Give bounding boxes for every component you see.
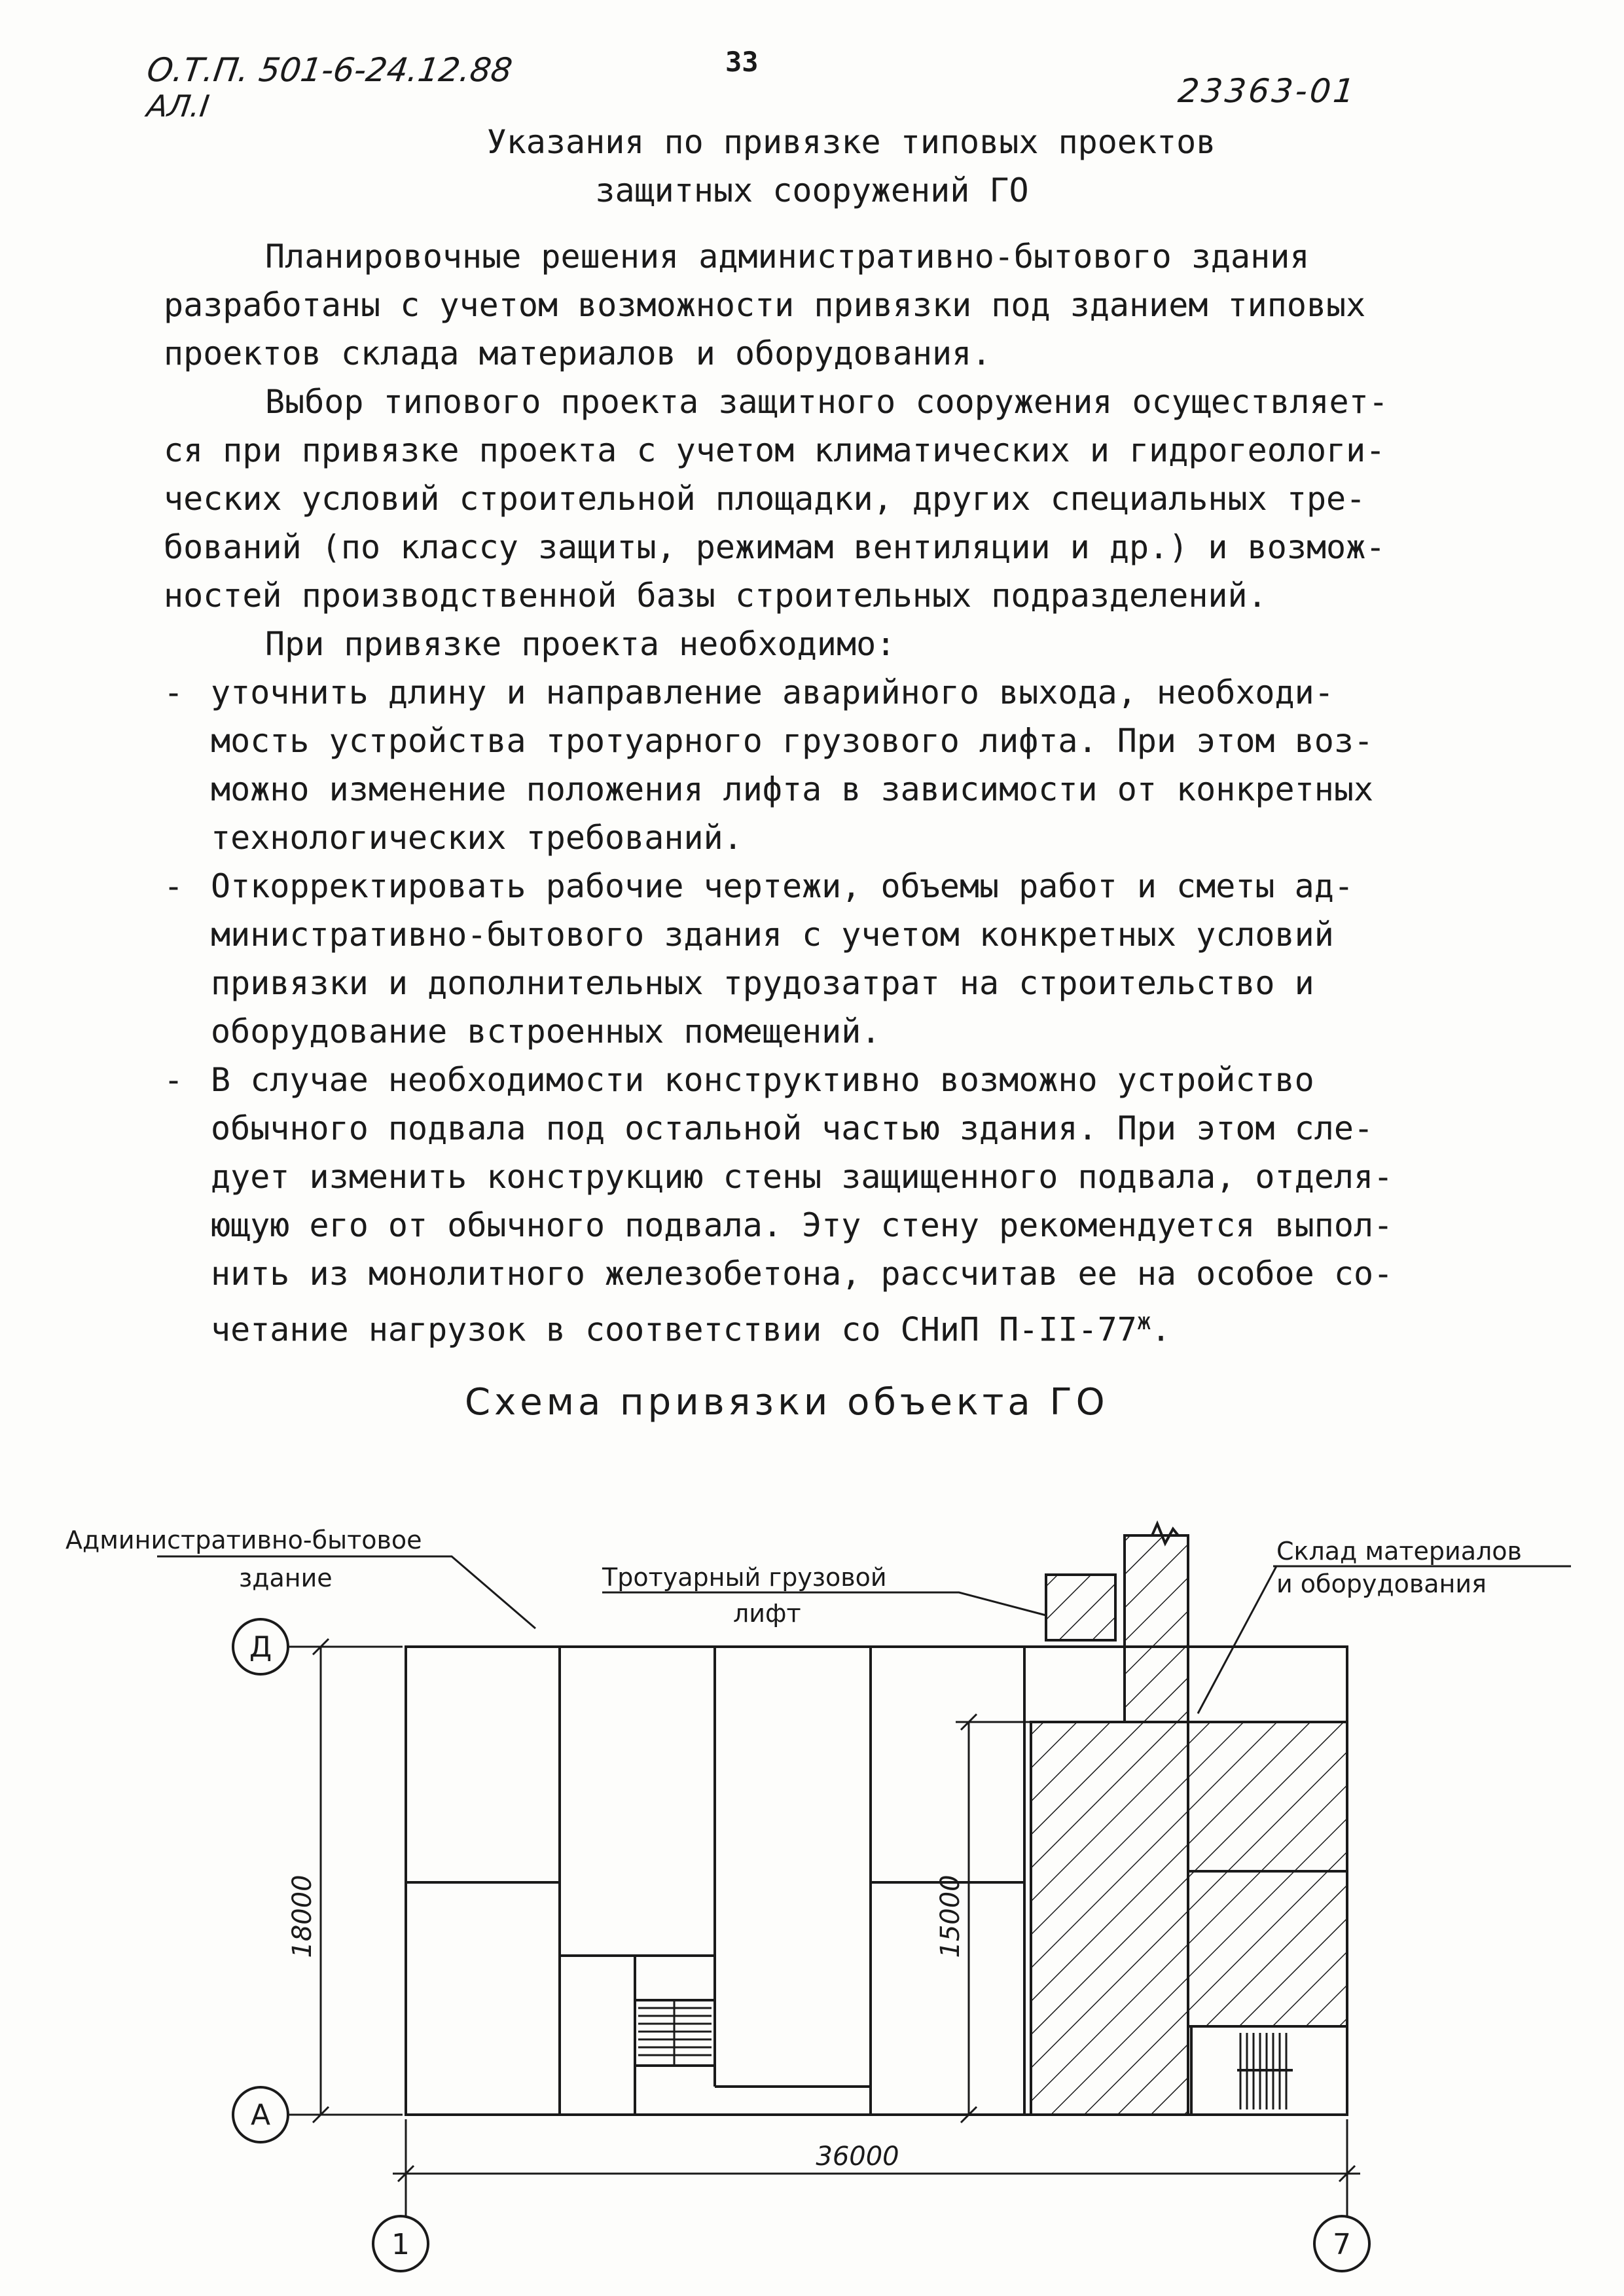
- bullet-dash: -: [164, 673, 184, 711]
- last-line-text: четание нагрузок в соответствии со СНиП П-II-77: [211, 1310, 1137, 1349]
- dim-width-total: 36000: [816, 2142, 899, 2172]
- sidewalk-lift: [1046, 1575, 1115, 1640]
- paragraph-line: проектов склада материалов и оборудования.: [164, 334, 992, 372]
- label-admin-building-line2: здание: [239, 1564, 333, 1592]
- list-item-continuation: нить из монолитного железобетона, рассчитав ее на особое со-: [211, 1255, 1394, 1293]
- label-warehouse-line1: Склад материалов: [1276, 1537, 1522, 1566]
- paragraph-line: При привязке проекта необходимо:: [265, 625, 896, 663]
- label-warehouse-line2: и оборудования: [1276, 1570, 1487, 1598]
- list-item: [164, 668, 1460, 717]
- last-line-end: .: [1151, 1310, 1171, 1349]
- paragraph-line: разработаны с учетом возможности привязки под зданием типовых: [164, 286, 1366, 324]
- list-item-text: Откорректировать рабочие чертежи, объемы работ и сметы ад-: [211, 867, 1354, 905]
- axis-label-right: 7: [1333, 2228, 1351, 2261]
- paragraph-line: ся при привязке проекта с учетом климатических и гидрогеологи-: [164, 431, 1386, 469]
- stairs-right: [1191, 2026, 1347, 2115]
- list-item-continuation: привязки и дополнительных трудозатрат на строительство и: [211, 964, 1314, 1002]
- document-code: О.Т.П. 501-6-24.12.88: [144, 51, 515, 89]
- paragraph-line: бований (по классу защиты, режимам вентиляции и др.) и возмож-: [164, 528, 1386, 566]
- warehouse-right-upper: [1188, 1722, 1347, 1871]
- schema-title: Схема привязки объекта ГО: [465, 1381, 1109, 1424]
- list-item-text: уточнить длину и направление аварийного выхода, необходи-: [211, 673, 1334, 711]
- shelter-core-column: [1125, 1535, 1188, 1722]
- shelter-hatched-area: [1031, 1722, 1188, 2115]
- list-item-continuation: дует изменить конструкцию стены защищенного подвала, отделя-: [211, 1158, 1394, 1196]
- paragraph-line: Выбор типового проекта защитного сооружения осуществляет-: [265, 383, 1388, 421]
- paragraph-line: ческих условий строительной площадки, других специальных тре-: [164, 480, 1366, 518]
- paragraph-line: Планировочные решения административно-бытового здания: [265, 238, 1310, 276]
- page-title-line1: Указания по привязке типовых проектов: [486, 123, 1216, 161]
- site-plan-diagram: [0, 1432, 1624, 2296]
- dim-height-total: 18000: [287, 1874, 317, 1958]
- stairs-left: [635, 2000, 715, 2066]
- page-title-line2: защитных сооружений ГО: [595, 171, 1029, 209]
- list-item-continuation: ющую его от обычного подвала. Эту стену рекомендуется выпол-: [211, 1206, 1394, 1244]
- warehouse-right-lower: [1188, 1871, 1347, 2026]
- list-item-text: В случае необходимости конструктивно возможно устройство: [211, 1061, 1314, 1099]
- inventory-number: 23363-01: [1176, 72, 1359, 110]
- list-item-continuation: технологических требований.: [211, 819, 743, 857]
- page-number: 33: [725, 46, 759, 78]
- paragraph-line: ностей производственной базы строительных подразделений.: [164, 577, 1267, 615]
- body-text: [164, 232, 1460, 1349]
- list-item-continuation: министративно-бытового здания с учетом конкретных условий: [211, 916, 1334, 954]
- axis-label-top: Д: [249, 1630, 272, 1664]
- label-lift-line2: лифт: [733, 1599, 801, 1628]
- label-lift-line1: Тротуарный грузовой: [602, 1563, 887, 1592]
- list-item: [164, 1056, 1460, 1104]
- axis-label-bottom: А: [250, 2098, 271, 2132]
- list-item: [164, 862, 1460, 910]
- dim-height-shelter: 15000: [935, 1874, 965, 1958]
- list-item-last-line: [164, 1298, 1460, 1349]
- list-item-continuation: мость устройства тротуарного грузового лифта. При этом воз-: [211, 722, 1374, 760]
- label-admin-building-line1: Административно-бытовое: [65, 1526, 422, 1554]
- axis-label-left: 1: [391, 2228, 410, 2261]
- list-item-continuation: оборудование встроенных помещений.: [211, 1013, 881, 1050]
- list-item-continuation: обычного подвала под остальной частью здания. При этом сле-: [211, 1109, 1374, 1147]
- sheet-code: АЛ.I: [145, 88, 212, 124]
- bullet-dash: -: [164, 1061, 184, 1099]
- list-item-continuation: можно изменение положения лифта в зависимости от конкретных: [211, 770, 1374, 808]
- footnote-mark: ж: [1136, 1308, 1151, 1335]
- bullet-dash: -: [164, 867, 184, 905]
